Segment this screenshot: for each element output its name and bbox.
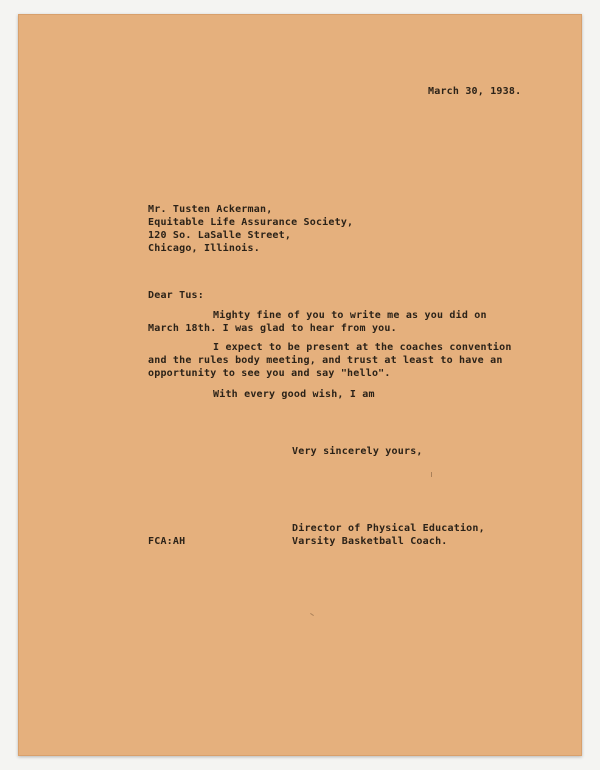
complimentary-close: Very sincerely yours, — [292, 446, 423, 457]
address-line-company: Equitable Life Assurance Society, — [148, 217, 354, 228]
letter-date: March 30, 1938. — [428, 86, 522, 97]
paragraph-2 — [148, 341, 512, 380]
paragraph-3-line-1: With every good wish, I am — [213, 389, 375, 400]
paragraph-2-line-2: and the rules body meeting, and trust at least to have an — [148, 355, 503, 366]
signature-title-line-2: Varsity Basketball Coach. — [292, 536, 448, 547]
paragraph-3 — [148, 388, 375, 401]
recipient-address — [148, 203, 353, 255]
paragraph-1-line-1: Mighty fine of you to write me as you did on — [213, 310, 487, 321]
paragraph-1 — [148, 309, 487, 335]
paragraph-2-line-1: I expect to be present at the coaches convention — [213, 342, 512, 353]
paragraph-2-line-3: opportunity to see you and say "hello". — [148, 368, 391, 379]
signature-title-line-1: Director of Physical Education, — [292, 523, 485, 534]
paper-mark — [431, 472, 432, 477]
letter-paper — [18, 14, 582, 756]
address-line-street: 120 So. LaSalle Street, — [148, 230, 292, 241]
salutation: Dear Tus: — [148, 290, 204, 301]
address-line-name: Mr. Tusten Ackerman, — [148, 204, 273, 215]
typist-initials: FCA:AH — [148, 536, 186, 547]
address-line-city: Chicago, Illinois. — [148, 243, 260, 254]
signature-title — [292, 522, 485, 548]
paragraph-1-line-2: March 18th. I was glad to hear from you. — [148, 323, 397, 334]
